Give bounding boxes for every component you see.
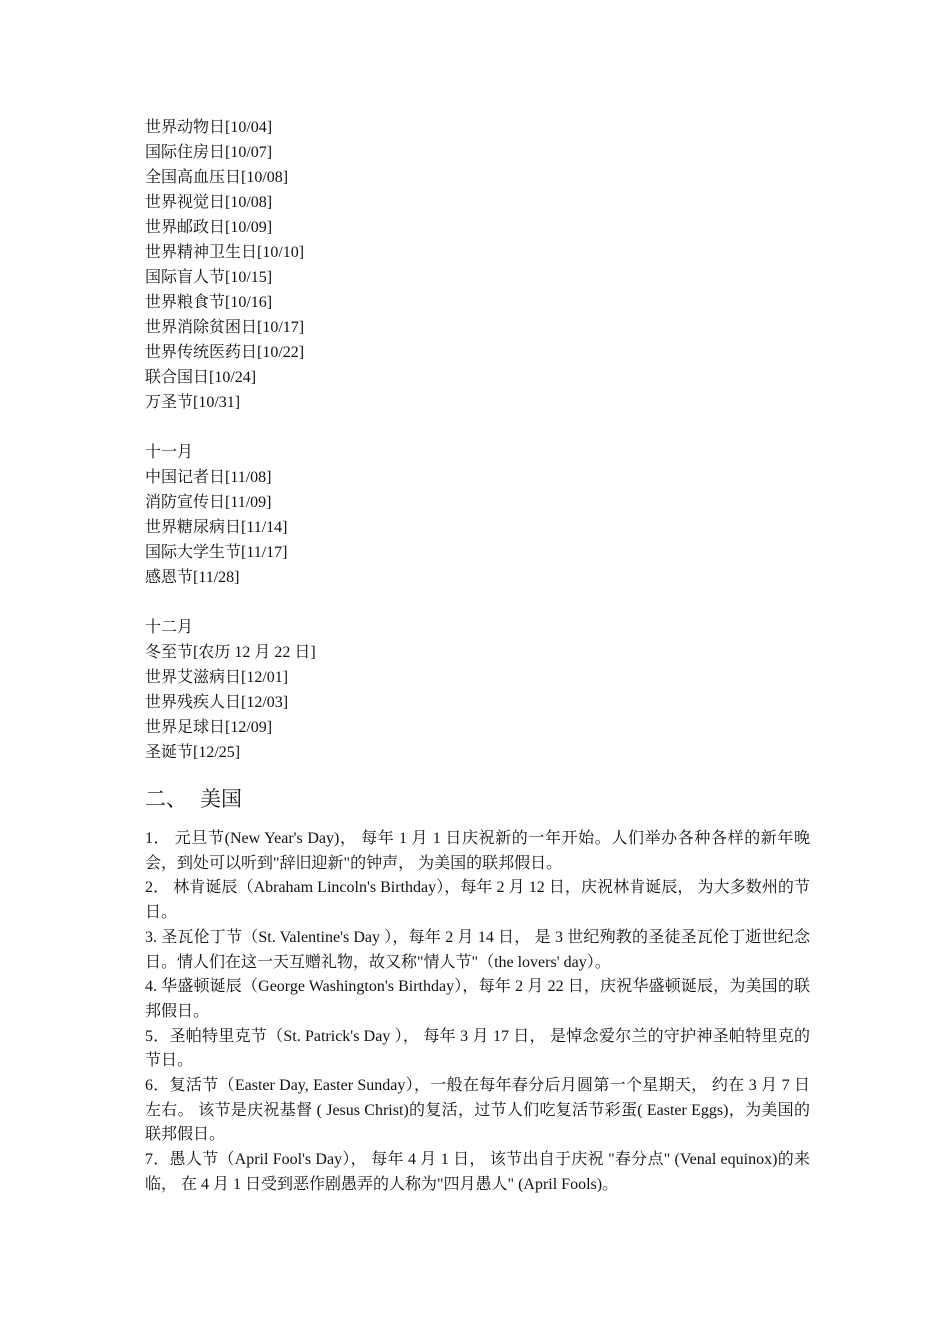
list-item: 世界糖尿病日[11/14] xyxy=(145,519,288,536)
list-item: 世界传统医药日[10/22] xyxy=(145,344,305,361)
holiday-paragraph: 7．愚人节（April Fool's Day）， 每年 4 月 1 日， 该节出自于庆祝 "春分点" (Venal equinox)的来临， 在 4 月 1 日受到恶作剧愚弄的人称为"四月愚人" (April Fools)。 xyxy=(145,1151,810,1193)
october-list xyxy=(145,115,810,415)
holiday-paragraph: 5．圣帕特里克节（St. Patrick's Day ）， 每年 3 月 17 日， 是悼念爱尔兰的守护神圣帕特里克的节日。 xyxy=(145,1027,810,1070)
section-heading xyxy=(145,784,810,814)
november-list xyxy=(145,440,810,590)
holiday-paragraph: 2． 林肯诞辰（Abraham Lincoln's Birthday），每年 2 月 12 日，庆祝林肯诞辰， 为大多数州的节日。 xyxy=(145,879,810,922)
document-page xyxy=(145,115,810,1198)
section-number: 二、 xyxy=(145,787,187,811)
list-item: 消防宣传日[11/09] xyxy=(145,494,272,511)
list-item: 圣诞节[12/25] xyxy=(145,744,241,761)
list-item: 全国高血压日[10/08] xyxy=(145,169,289,186)
blank-line xyxy=(145,415,810,440)
section-title: 美国 xyxy=(200,787,242,811)
list-item: 万圣节[10/31] xyxy=(145,394,241,411)
holiday-paragraph: 6．复活节（Easter Day, Easter Sunday），一般在每年春分后月圆第一个星期天， 约在 3 月 7 日左右。 该节是庆祝基督 ( Jesus Christ)的复活，过节人们吃复活节彩蛋( Easter Eggs)，为美国的联邦假日。 xyxy=(145,1077,810,1144)
list-item: 世界粮食节[10/16] xyxy=(145,294,273,311)
blank-line xyxy=(145,590,810,615)
list-item: 国际盲人节[10/15] xyxy=(145,269,273,286)
list-item: 世界艾滋病日[12/01] xyxy=(145,669,289,686)
list-item: 世界消除贫困日[10/17] xyxy=(145,319,305,336)
list-item: 世界残疾人日[12/03] xyxy=(145,694,289,711)
list-item: 中国记者日[11/08] xyxy=(145,469,272,486)
list-item: 世界邮政日[10/09] xyxy=(145,219,273,236)
december-list xyxy=(145,615,810,765)
list-item: 世界足球日[12/09] xyxy=(145,719,273,736)
month-heading: 十二月 xyxy=(145,619,194,636)
holiday-paragraph: 4. 华盛顿诞辰（George Washington's Birthday），每年 2 月 22 日，庆祝华盛顿诞辰，为美国的联邦假日。 xyxy=(145,978,810,1020)
list-item: 冬至节[农历 12 月 22 日] xyxy=(145,644,316,661)
list-item: 世界视觉日[10/08] xyxy=(145,194,273,211)
list-item: 联合国日[10/24] xyxy=(145,369,257,386)
holiday-paragraph: 1． 元旦节(New Year's Day)， 每年 1 月 1 日庆祝新的一年开始。人们举办各种各样的新年晚会，到处可以听到"辞旧迎新"的钟声， 为美国的联邦假日。 xyxy=(145,830,810,872)
usa-holiday-list xyxy=(145,827,810,1198)
holiday-paragraph: 3. 圣瓦伦丁节（St. Valentine's Day ），每年 2 月 14 日， 是 3 世纪殉教的圣徒圣瓦伦丁逝世纪念日。情人们在这一天互赠礼物，故又称"情人节"（the lovers' day）。 xyxy=(145,928,810,971)
month-heading: 十一月 xyxy=(145,444,194,461)
list-item: 感恩节[11/28] xyxy=(145,569,240,586)
list-item: 国际住房日[10/07] xyxy=(145,144,273,161)
list-item: 国际大学生节[11/17] xyxy=(145,544,288,561)
list-item: 世界动物日[10/04] xyxy=(145,119,273,136)
list-item: 世界精神卫生日[10/10] xyxy=(145,244,305,261)
